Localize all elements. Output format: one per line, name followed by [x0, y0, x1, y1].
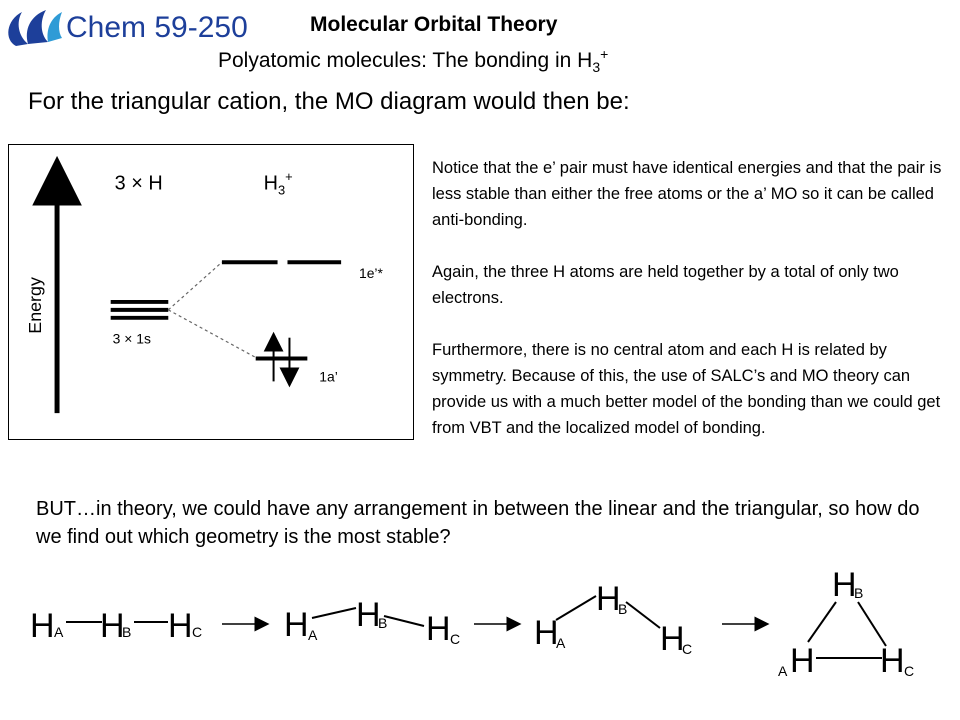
atom-label: A	[308, 627, 318, 643]
atom-symbol: H	[534, 614, 559, 652]
atom-symbol: H	[880, 642, 905, 680]
upper-mo-label: 1e’*	[358, 265, 383, 282]
question-text: BUT…in theory, we could have any arrangement in between the linear and the triangular, so how do we find out which geometry is the most stable?	[36, 498, 920, 548]
slightly-bent-structure	[284, 596, 460, 648]
university-logo	[2, 6, 64, 48]
correlation-line-lower	[168, 310, 257, 359]
atom-symbol: H	[100, 607, 125, 645]
geometry-structures	[0, 560, 960, 720]
atom-symbol: H	[832, 566, 857, 604]
ao-label: 3 × 1s	[112, 330, 151, 347]
triangular-structure	[778, 566, 914, 680]
atom-symbol: H	[356, 596, 381, 634]
atom-label: A	[778, 663, 788, 679]
lower-mo-label: 1a’	[319, 368, 338, 385]
bond-line	[556, 596, 596, 620]
linear-structure	[30, 607, 202, 645]
note-paragraph: Furthermore, there is no central atom and each H is related by symmetry. Because of this, the use of SALC’s and MO theory can provide us with a much better model of the bonding than we could get from VBT and the localized model of bonding.	[432, 341, 941, 437]
page-subtitle: Polyatomic molecules: The bonding in $H_3^+$	[218, 46, 609, 76]
intro-text: For the triangular cation, the MO diagram would then be:	[28, 88, 630, 115]
atom-symbol: H	[660, 620, 685, 658]
atom-label: B	[122, 624, 132, 640]
bond-line	[858, 602, 886, 646]
atom-label: B	[618, 601, 628, 617]
atom-label: A	[54, 624, 64, 640]
atom-label: C	[904, 663, 915, 679]
energy-label: Energy	[25, 277, 46, 334]
atom-label: B	[854, 585, 864, 601]
atom-label: C	[192, 624, 203, 640]
mo-diagram	[8, 144, 414, 440]
course-title: Chem 59-250	[66, 11, 248, 44]
bond-line	[312, 608, 356, 618]
atom-symbol: H	[168, 607, 193, 645]
note-paragraph: Again, the three H atoms are held together by a total of only two electrons.	[432, 263, 899, 307]
atom-label: A	[556, 635, 566, 651]
atom-symbol: H	[284, 606, 309, 644]
atom-label: C	[450, 631, 461, 647]
atom-label: C	[682, 641, 693, 657]
bond-line	[384, 616, 424, 626]
correlation-line-upper	[168, 262, 222, 310]
atom-label: B	[378, 615, 388, 631]
note-paragraph: Notice that the e’ pair must have identical energies and that the pair is less stable than either the free atoms or the a’ MO so it can be called anti-bonding.	[432, 159, 942, 229]
atom-symbol: H	[426, 610, 451, 648]
bond-line	[626, 602, 660, 628]
atom-symbol: H	[596, 580, 621, 618]
right-column-label: $H_3^+$	[263, 168, 293, 198]
bond-line	[808, 602, 836, 642]
bent-structure	[534, 580, 692, 658]
left-column-label: 3 × H	[114, 172, 163, 195]
notes-panel	[432, 155, 952, 467]
atom-symbol: H	[30, 607, 55, 645]
page-title: Molecular Orbital Theory	[310, 13, 558, 36]
atom-symbol: H	[790, 642, 815, 680]
